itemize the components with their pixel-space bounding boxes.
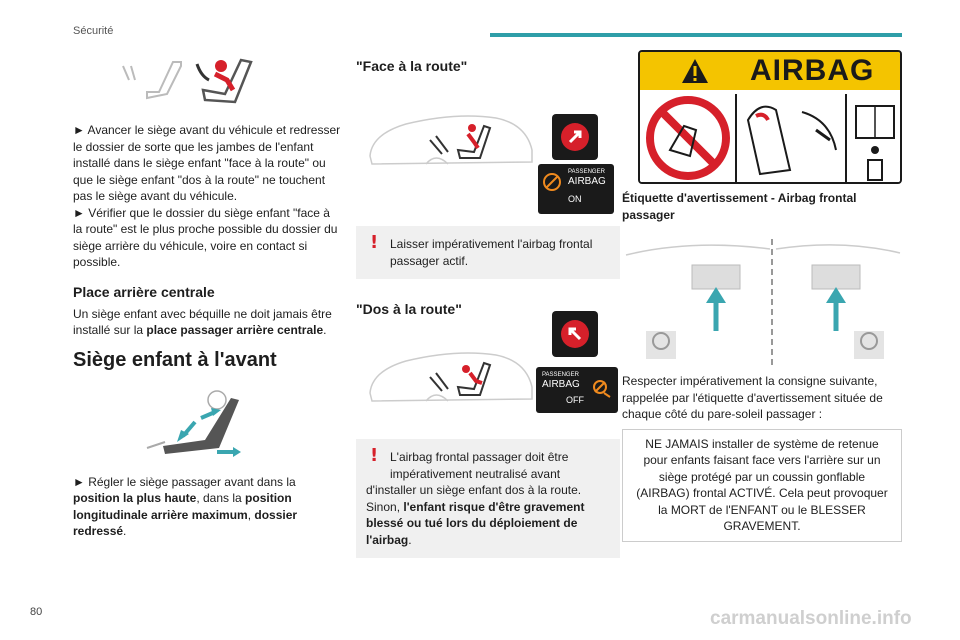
sun-visor-drawing <box>622 235 902 365</box>
car-rear-seat-illustration <box>366 343 536 413</box>
airbag-warning-label <box>638 50 902 184</box>
warning-icon-2: ! <box>370 445 379 466</box>
instruction-paragraph-1a: ► Avancer le siège avant du véhicule et redresser le dossier de sorte que les jambes de l'enfant installé dans le siège enfant "face à la route" ou que le siège enfant "dos à la route" ne touchent pas le siège avant du véhicule. <box>73 123 341 203</box>
seat-adjust-illustration <box>145 388 245 460</box>
label-pictograms <box>640 90 902 184</box>
front-seat-bold-3: dossier redressé <box>73 507 298 538</box>
label-airbag-word: AIRBAG <box>750 54 875 87</box>
warning-text-2b-block <box>366 482 610 548</box>
instruction-paragraph-1b: ► Vérifier que le dossier du siège enfant "face à la route" est le plus proche possible du dossier du siège arrière du véhicule, voire en contact si possible. <box>73 205 338 269</box>
label-yellow-banner <box>640 52 900 90</box>
warning-triangle-icon <box>680 57 710 85</box>
airbag-switch-on-icon <box>552 114 598 160</box>
subheading-rear-center: Place arrière centrale <box>73 283 215 300</box>
front-seat-instruction <box>73 474 341 540</box>
seat-illustration-top <box>117 50 277 110</box>
on-label-passenger: PASSENGER <box>568 169 605 175</box>
car-forward-seat-illustration <box>366 106 536 176</box>
instruction-paragraph-visor: Respecter impérativement la consigne suivante, rappelée par l'étiquette d'avertissement située de chaque côté du pare-soleil passager : <box>622 374 883 421</box>
rear-center-text-post: . <box>323 323 327 337</box>
label-caption: Étiquette d'avertissement - Airbag frontal passager <box>622 191 857 222</box>
section-title-front-seat: Siège enfant à l'avant <box>73 348 277 371</box>
warning-text-2-bold: l'enfant risque d'être gravement blessé ou tué lors du déploiement de l'airbag <box>366 499 585 547</box>
page-number: 80 <box>30 606 43 618</box>
rear-center-paragraph <box>73 306 341 339</box>
facing-forward-figure <box>356 76 620 204</box>
airbag-switch-off-icon <box>552 311 598 357</box>
airbag-disabled-icon <box>592 379 612 399</box>
warning-text-2-post: . <box>408 532 412 547</box>
section-header-title: Sécurité <box>73 25 114 37</box>
column-middle <box>356 50 620 558</box>
column-left <box>73 50 341 540</box>
off-label-state: OFF <box>566 395 584 405</box>
seat-move-illustration <box>117 50 277 110</box>
facing-forward-title: "Face à la route" <box>356 58 468 74</box>
front-seat-text-2: , dans la <box>196 491 246 505</box>
header-accent-bar <box>490 33 902 37</box>
seat-adjust-drawing <box>145 388 245 460</box>
column-right <box>622 50 902 542</box>
rear-center-text-pre: Un siège enfant avec béquille ne doit jamais être installé sur la <box>73 306 332 337</box>
sun-visor-illustration <box>622 235 902 365</box>
rear-center-text-bold: place passager arrière centrale <box>146 323 324 337</box>
rear-facing-figure <box>356 317 620 429</box>
watermark-text: carmanualsonline.info <box>710 608 912 629</box>
warning-icon: ! <box>370 232 379 253</box>
airbag-off-indicator <box>536 367 618 413</box>
warning-text-1: Laisser impérativement l'airbag frontal passager actif. <box>390 237 593 268</box>
on-label-state: ON <box>568 194 582 204</box>
airbag-crossed-icon <box>542 172 562 192</box>
off-label-airbag: AIRBAG <box>542 379 580 390</box>
warning-deactivate-airbag <box>356 439 620 558</box>
rear-facing-title: "Dos à la route" <box>356 301 462 317</box>
off-label-passenger: PASSENGER <box>542 372 579 378</box>
front-seat-bold-2: position longitudinale arrière maximum <box>73 491 292 522</box>
front-seat-text-4: . <box>123 524 127 538</box>
front-seat-text-3: , <box>247 507 255 522</box>
warning-keep-airbag-active <box>356 226 620 279</box>
safety-notice-quote: NE JAMAIS installer de système de retenue pour enfants faisant face vers l'arrière sur un siège protégé par un coussin gonflable (AIRBAG) frontal ACTIVÉ. Cela peut provoquer la MORT de l'ENFANT ou le BLESSER GRAVEMENT. <box>622 429 902 542</box>
front-seat-bold-1: position la plus haute <box>73 491 197 505</box>
front-seat-text-1: ► Régler le siège passager avant dans la <box>73 474 296 489</box>
warning-text-2b: d'installer un siège enfant dos à la route. Sinon, <box>366 483 582 514</box>
airbag-on-indicator <box>538 164 614 214</box>
warning-text-2a: L'airbag frontal passager doit être impérativement neutralisé avant <box>390 450 569 481</box>
on-label-airbag: AIRBAG <box>568 176 606 187</box>
